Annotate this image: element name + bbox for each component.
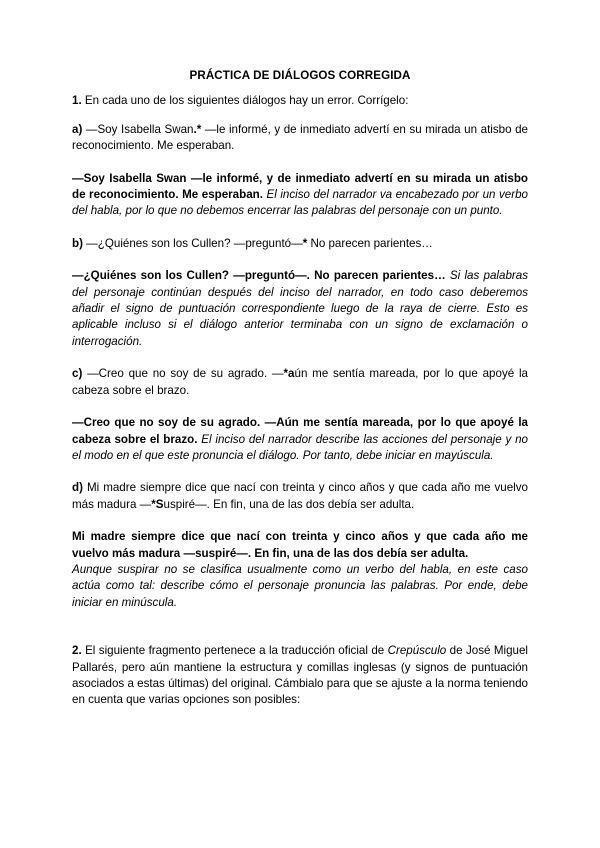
exercise-2-book-title: Crepúsculo [387, 644, 447, 658]
exercise-d-text-end: uspiré—. En fin, una de las dos debía ser adulta. [163, 497, 415, 511]
exercise-c-question [72, 366, 528, 399]
spacer [72, 155, 528, 171]
exercise-c-corrected: —Creo que no soy de su agrado. —Aún me sentía mareada, por lo que apoyé la cabeza sobre el brazo. [72, 416, 528, 446]
spacer [72, 513, 528, 529]
exercise-2-text-end: de José Miguel Pallarés, pero aún mantiene la estructura y comillas inglesas (y signos de puntuación asociados a estas últimas) del original. Cámbialo para que se ajuste a la norma teniendo en cuenta que varias opciones son posibles: [72, 644, 528, 707]
spacer [72, 464, 528, 480]
spacer [72, 252, 528, 268]
exercise-c-text-start: —Creo que no soy de su agrado. — [82, 367, 284, 381]
spacer [72, 611, 528, 643]
exercise-a-explanation: El inciso del narrador va encabezado por un verbo del habla, por lo que no debemos encerrar las palabras del personaje con un punto. [72, 188, 528, 218]
exercise-b-text-start: —¿Quiénes son los Cullen? —preguntó— [82, 236, 303, 250]
exercise-a-label: a) [72, 122, 83, 136]
exercise-d-question [72, 480, 528, 513]
exercise-c-explanation: El inciso del narrador describe las acciones del personaje y no el modo en el que este pronuncia el diálogo. Por tanto, debe iniciar en mayúscula. [72, 432, 529, 462]
exercise-a-text-start: —Soy Isabella Swan [82, 122, 194, 136]
exercise-b-question [72, 236, 528, 252]
exercise-c-error-mark: *a [283, 367, 295, 381]
exercise-d-answer [72, 529, 528, 611]
exercise-a-question [72, 122, 528, 155]
spacer [72, 399, 528, 415]
exercise-d-text-start: Mi madre siempre dice que nací con treinta y cinco años y que cada año me vuelvo más madura — [72, 481, 528, 511]
exercise-d-label: d) [72, 481, 83, 495]
exercise-c-label: c) [72, 367, 83, 381]
exercise-b-answer [72, 268, 528, 350]
exercise-1-number: 1. [72, 94, 82, 108]
exercise-1-intro [72, 93, 528, 109]
exercise-2-number: 2. [72, 644, 82, 658]
exercise-2-text-start: El siguiente fragmento pertenece a la traducción oficial de [81, 644, 388, 658]
exercise-d-corrected: Mi madre siempre dice que nací con treinta y cinco años y que cada año me vuelvo más madura —suspiré—. En fin, una de las dos debía ser adulta. [72, 530, 528, 560]
exercise-a-error-mark: .* [193, 122, 202, 136]
exercise-b-label: b) [72, 236, 83, 250]
page-title: PRÁCTICA DE DIÁLOGOS CORREGIDA [189, 69, 411, 82]
exercise-a-text-end: —le informé, y de inmediato advertí en su mirada un atisbo de reconocimiento. Me esperaban. [72, 122, 528, 153]
exercise-1-instruction: En cada uno de los siguientes diálogos hay un error. Corrígelo: [81, 94, 409, 108]
exercise-c-answer [72, 415, 528, 464]
exercise-c-text-end: ún me sentía mareada, por lo que apoyé la cabeza sobre el brazo. [72, 367, 528, 397]
spacer [72, 110, 528, 122]
exercise-a-corrected: —Soy Isabella Swan —le informé, y de inmediato advertí en su mirada un atisbo de reconocimiento. Me esperaban. [72, 171, 528, 202]
exercise-b-explanation: Si las palabras del personaje continúan después del inciso del narrador, en todo caso deberemos añadir el signo de puntuación correspondiente luego de la raya de cierre. Esto es aplicable incluso si el diálogo anterior terminaba con un signo de exclamación o interrogación. [72, 269, 529, 348]
spacer [72, 220, 528, 236]
exercise-b-error-mark: * [302, 236, 308, 250]
exercise-d-error-mark: *S [151, 497, 164, 511]
exercise-b-corrected: —¿Quiénes son los Cullen? —preguntó—. No parecen parientes… [72, 269, 446, 283]
exercise-2-intro [72, 643, 528, 709]
exercise-b-text-end: No parecen parientes… [307, 236, 433, 250]
exercise-a-answer [72, 171, 528, 220]
spacer [72, 350, 528, 366]
exercise-d-explanation: Aunque suspirar no se clasifica usualmente como un verbo del habla, en este caso actúa como tal: describe cómo el personaje pronuncia las palabras. Por ende, debe iniciar en minúscula. [72, 562, 528, 609]
